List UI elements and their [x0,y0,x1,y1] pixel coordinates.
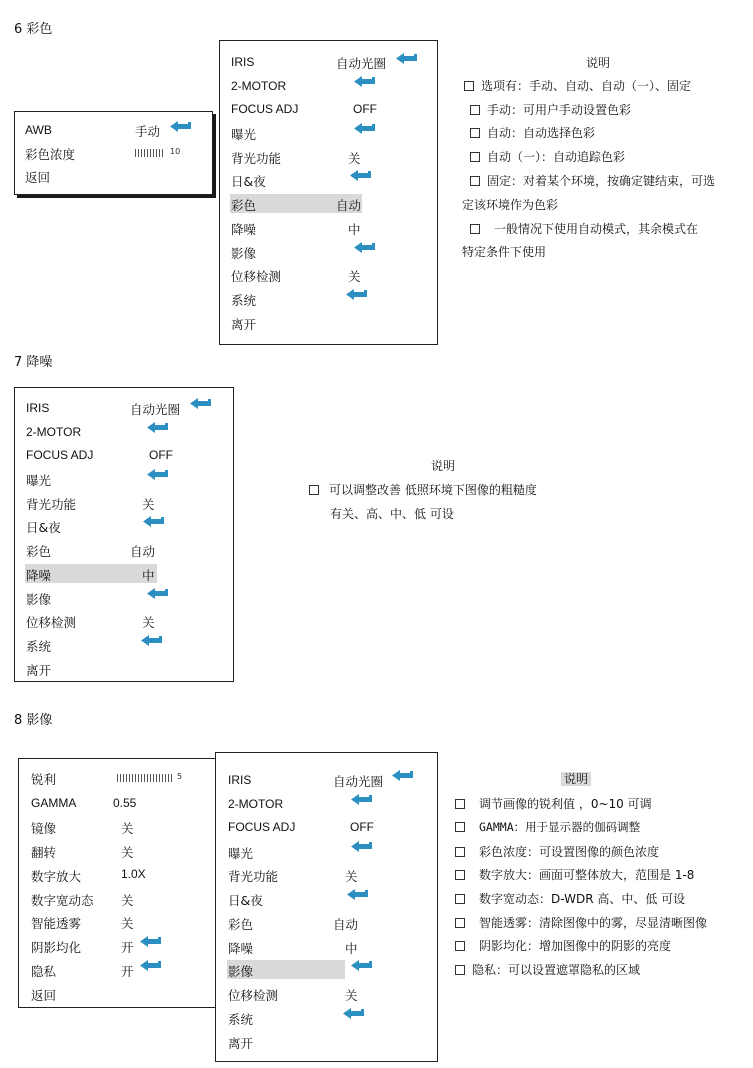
enter-arrow-icon[interactable] [353,76,377,88]
checkbox-icon [455,799,465,809]
focus-adj-value: OFF [353,102,377,116]
menu-item-image[interactable]: 影像 [26,592,52,607]
note-line: 智能透雾：清除图像中的雾，尽显清晰图像 [455,914,707,931]
color-saturation-label: 彩色浓度 [25,147,76,162]
checkbox-icon [470,128,480,138]
note-line: 手动：可用户手动设置色彩 [470,101,631,118]
enter-arrow-icon[interactable] [139,960,163,972]
note-line: 数字放大：画面可整体放大，范围是 1-8 [455,866,694,883]
mirror-value[interactable]: 关 [121,821,134,836]
checkbox-icon [455,822,465,832]
menu-item-exit[interactable]: 离开 [231,317,257,332]
enter-arrow-icon[interactable] [395,53,419,65]
note-line: 特定条件下使用 [462,245,547,259]
backlight-value: 关 [142,497,155,512]
focus-adj-value: OFF [350,820,374,834]
note-line: 调节画像的锐利值 ，0~10 可调 [455,795,652,812]
menu-item-day-night[interactable]: 日&夜 [228,893,263,908]
digital-zoom-value[interactable]: 1.0X [121,867,146,881]
shadow-balance-label: 阴影均化 [31,940,82,955]
menu-item-system[interactable]: 系统 [231,293,257,308]
motion-detect-value: 关 [348,269,361,284]
note-line: 选项有：手动、自动、自动（一）、固定 [464,77,691,94]
note-line: 阴影均化：增加图像中的阴影的亮度 [455,937,671,954]
note-line: 固定：对着某个环境，按确定键结束，可选 [470,172,715,189]
iris-value: 自动光圈 [333,774,384,789]
menu-item-exit[interactable]: 离开 [26,663,52,678]
color-saturation-slider[interactable] [135,148,185,158]
enter-arrow-icon[interactable] [349,170,373,182]
checkbox-icon [470,176,480,186]
slider-value: 10 [170,147,181,156]
enter-arrow-icon[interactable] [391,770,415,782]
defog-value[interactable]: 关 [121,916,134,931]
digital-zoom-label: 数字放大 [31,869,82,884]
menu-item-noise-reduction[interactable]: 降噪 [26,568,52,583]
awb-label: AWB [25,123,52,137]
menu-item-motion-detect[interactable]: 位移检测 [231,269,282,284]
main-menu-panel-7 [14,387,234,682]
note-line: 有关、高、中、低 可设 [330,507,454,521]
menu-item-image[interactable]: 影像 [228,964,254,979]
note-line: 一般情况下使用自动模式，其余模式在 [470,220,698,237]
backlight-value: 关 [345,869,358,884]
mirror-label: 镜像 [31,821,57,836]
gamma-value[interactable]: 0.55 [113,796,137,810]
menu-item-motion-detect[interactable]: 位移检测 [26,615,77,630]
notes-title: 说明 [431,459,456,473]
defog-label: 智能透雾 [31,916,82,931]
enter-arrow-icon[interactable] [350,794,374,806]
motion-detect-value: 关 [345,988,358,1003]
noise-reduction-value: 中 [348,222,361,237]
enter-arrow-icon[interactable] [342,1008,366,1020]
color-value: 自动 [333,917,359,932]
focus-adj-value: OFF [149,448,173,462]
enter-arrow-icon[interactable] [139,936,163,948]
enter-arrow-icon[interactable] [189,398,213,410]
menu-item-system[interactable]: 系统 [26,639,52,654]
return-item[interactable]: 返回 [31,988,57,1003]
note-line: 定该环境作为色彩 [462,198,559,212]
noise-reduction-value: 中 [142,568,155,583]
privacy-label: 隐私 [31,964,57,979]
menu-item-exit[interactable]: 离开 [228,1036,254,1051]
notes-title: 说明 [586,56,611,70]
section-6-heading: 6 彩色 [14,22,53,37]
motion-detect-value: 关 [142,615,155,630]
checkbox-icon [455,847,465,857]
checkbox-icon [455,918,465,928]
menu-item-focus-adj[interactable]: FOCUS ADJ [228,820,296,834]
note-line: 彩色浓度：可设置图像的颜色浓度 [455,843,659,860]
enter-arrow-icon[interactable] [350,960,374,972]
enter-arrow-icon[interactable] [146,422,170,434]
menu-item-2-motor[interactable]: 2-MOTOR [228,797,284,811]
shadow-balance-value[interactable]: 开 [121,940,134,955]
image-menu-panel [18,758,217,1008]
checkbox-icon [464,81,474,91]
section-7-heading: 7 降噪 [14,355,53,370]
note-line: 数字宽动态：D-WDR 高、中、低 可设 [455,890,685,907]
flip-label: 翻转 [31,845,57,860]
menu-item-exposure[interactable]: 曝光 [228,846,254,861]
enter-arrow-icon[interactable] [146,469,170,481]
slider-ticks [117,774,173,782]
menu-item-focus-adj[interactable]: FOCUS ADJ [231,102,299,116]
enter-arrow-icon[interactable] [353,123,377,135]
menu-item-color[interactable]: 彩色 [228,917,254,932]
return-item[interactable]: 返回 [25,170,51,185]
note-line: 可以调整改善 低照环境下图像的粗糙度 [309,481,537,498]
checkbox-icon [455,894,465,904]
awb-value[interactable]: 手动 [135,124,161,139]
main-menu-panel-6 [219,40,438,345]
note-line: 自动（一）：自动追踪色彩 [470,148,625,165]
checkbox-icon [309,485,319,495]
color-value: 自动 [336,198,362,213]
menu-item-iris[interactable]: IRIS [231,55,255,69]
dwdr-value[interactable]: 关 [121,893,134,908]
menu-item-color[interactable]: 彩色 [231,198,257,213]
slider-value: 5 [177,772,183,781]
checkbox-icon [455,941,465,951]
menu-item-focus-adj[interactable]: FOCUS ADJ [26,448,94,462]
note-line: GAMMA：用于显示器的伽码调整 [455,819,640,835]
notes-title: 说明 [561,770,591,787]
menu-item-2-motor[interactable]: 2-MOTOR [26,425,82,439]
enter-arrow-icon[interactable] [350,841,374,853]
menu-item-noise-reduction[interactable]: 降噪 [231,222,257,237]
dwdr-label: 数字宽动态 [31,893,94,908]
privacy-value[interactable]: 开 [121,964,134,979]
menu-item-motion-detect[interactable]: 位移检测 [228,988,279,1003]
checkbox-icon [455,870,465,880]
section-8-heading: 8 影像 [14,713,53,728]
checkbox-icon [470,224,480,234]
enter-arrow-icon[interactable] [146,588,170,600]
sharpness-slider[interactable] [117,773,187,783]
note-line: 自动：自动选择色彩 [470,124,595,141]
iris-value: 自动光圈 [336,56,387,71]
menu-item-backlight[interactable]: 背光功能 [26,497,77,512]
menu-item-backlight[interactable]: 背光功能 [231,151,282,166]
slider-ticks [135,149,165,157]
enter-arrow-icon[interactable] [346,889,370,901]
menu-item-system[interactable]: 系统 [228,1012,254,1027]
checkbox-icon [470,105,480,115]
menu-item-iris[interactable]: IRIS [228,773,252,787]
enter-arrow-icon[interactable] [169,121,193,133]
sharpness-label: 锐利 [31,772,57,787]
menu-item-exposure[interactable]: 曝光 [26,473,52,488]
enter-arrow-icon[interactable] [140,635,164,647]
menu-item-day-night[interactable]: 日&夜 [26,520,61,535]
color-value: 自动 [130,544,156,559]
menu-item-day-night[interactable]: 日&夜 [231,174,266,189]
enter-arrow-icon[interactable] [345,289,369,301]
menu-item-color[interactable]: 彩色 [26,544,52,559]
backlight-value: 关 [348,151,361,166]
menu-item-noise-reduction[interactable]: 降噪 [228,941,254,956]
checkbox-icon [455,965,465,975]
enter-arrow-icon[interactable] [353,242,377,254]
enter-arrow-icon[interactable] [142,516,166,528]
main-menu-panel-8 [215,752,438,1062]
menu-item-exposure[interactable]: 曝光 [231,127,257,142]
menu-item-iris[interactable]: IRIS [26,401,50,415]
noise-reduction-value: 中 [345,941,358,956]
awb-menu-panel [14,111,213,195]
menu-item-backlight[interactable]: 背光功能 [228,869,279,884]
flip-value[interactable]: 关 [121,845,134,860]
checkbox-icon [470,152,480,162]
note-line: 隐私：可以设置遮罩隐私的区域 [455,961,640,978]
menu-item-2-motor[interactable]: 2-MOTOR [231,79,287,93]
menu-item-image[interactable]: 影像 [231,246,257,261]
iris-value: 自动光圈 [130,402,181,417]
gamma-label: GAMMA [31,796,77,810]
